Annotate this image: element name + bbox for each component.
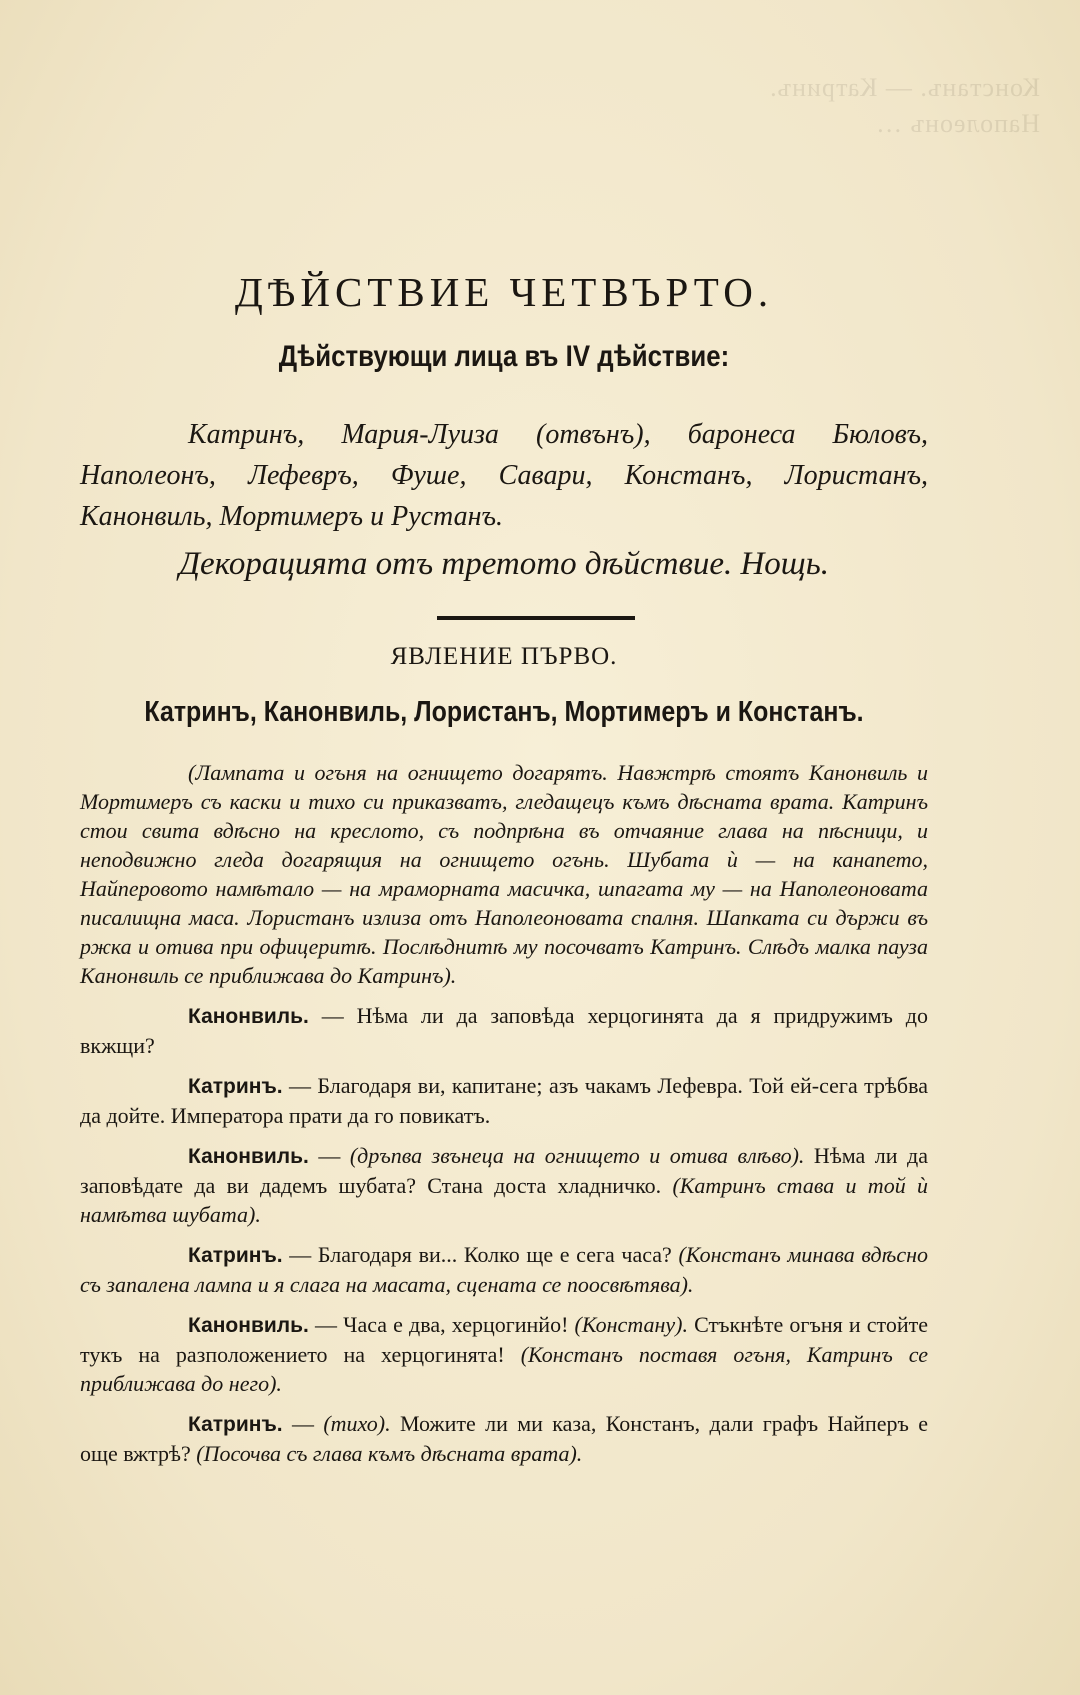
cast-list: [80, 414, 928, 537]
dialogue-text: Нѣма ли да заповѣда херцогинята да я придружимъ до вкжщи?: [80, 1003, 929, 1058]
decoration-note: Декорацията отъ третото дѣйствие. Нощь.: [179, 546, 829, 582]
dialogue-text: Благодаря ви, капитане; азъ чакамъ Лефевра. Той ей-сега трѣбва да дойте. Императора прати да го повикатъ.: [80, 1073, 928, 1128]
dialogue-text: Нѣма ли да заповѣдате да ви дадемъ шубата? Стана доста хладничко.: [80, 1143, 928, 1198]
speaker-name: Канонвиль.: [188, 1005, 309, 1028]
dialogue-line: [80, 1310, 928, 1398]
dialogue-line: [80, 1141, 928, 1229]
stage-direction: (Лампата и огъня на огнището догарятъ. Навжтрѣ стоятъ Канонвиль и Мортимеръ съ каски и тихо си приказватъ, гледащецъ къмъ дѣсната врата. Катринъ стои свита вдѣсно на креслото, съ подпрѣна въ отчаяние глава на пѣсници, и неподвижно гледа догарящия на огнището огънь. Шубата ѝ — на канапето, Найперовото намѣтало — на мраморната масичка, шпагата му — на Наполеоновата писалищна маса. Лористанъ излиза отъ Наполеоновата спалня. Шапката си държи въ ржка и отива при офицеритѣ. Послѣднитѣ му посочватъ Катринъ. Слѣдъ малка пауза Канонвиль се приближава до Катринъ).: [80, 760, 928, 988]
inline-direction: (Констану).: [574, 1312, 688, 1337]
speaker-name: Катринъ.: [188, 1244, 283, 1267]
scene-body: [80, 758, 928, 1479]
inline-direction: (Констанъ минава вдѣсно съ запалена лампа и я слага на масата, сцената се поосвѣтява).: [80, 1242, 929, 1297]
dialogue-text: Часа е два, херцогинйо!: [343, 1312, 575, 1337]
dialogue-line: [80, 1240, 928, 1299]
cast-list-text: Катринъ, Мария-Луиза (отвънъ), баронеса Бюловъ, Наполеонъ, Лефевръ, Фуше, Савари, Констанъ, Лористанъ, Канонвиль, Мортимеръ и Рустанъ.: [80, 419, 928, 532]
speaker-dash: —: [282, 1242, 318, 1267]
inline-direction: (дръпва звънеца на огнището и отива влѣво).: [349, 1143, 805, 1168]
inline-direction: (Констанъ поставя огъня, Катринъ се приближава до него).: [80, 1342, 928, 1396]
scene-title: ЯВЛЕНИЕ ПЪРВО.: [390, 643, 618, 670]
speaker-dash: —: [282, 1073, 318, 1098]
dialogue-line: [80, 1071, 928, 1130]
speaker-dash: —: [308, 1312, 344, 1337]
speaker-name: Катринъ.: [188, 1075, 283, 1098]
speaker-dash: —: [308, 1003, 357, 1028]
dialogue-text: Стъкнѣте огъня и стойте тукъ на разположението на херцогинята!: [80, 1312, 929, 1367]
dialogue-text: Благодаря ви... Колко ще е сега часа?: [317, 1242, 679, 1267]
section-rule: [437, 616, 635, 620]
dialogue-line: [80, 1409, 928, 1468]
speaker-dash: —: [282, 1411, 324, 1436]
act-title: ДѢЙСТВИЕ ЧЕТВЪРТО.: [234, 269, 774, 315]
speaker-name: Канонвиль.: [188, 1314, 309, 1337]
dialogue-line: [80, 1001, 928, 1060]
speaker-dash: —: [308, 1143, 350, 1168]
cast-heading: Дѣйствующи лица въ IV дѣйствие:: [278, 340, 730, 373]
speaker-name: Катринъ.: [188, 1413, 283, 1436]
speaker-name: Канонвиль.: [188, 1145, 309, 1168]
inline-direction: (Посочва съ глава къмъ дѣсната врата).: [196, 1441, 583, 1466]
bleed-through-text: Констанъ. — Катринъ. Наполеонъ …: [769, 73, 1040, 138]
dialogue-text: Можите ли ми каза, Констанъ, дали графъ Найперъ е още вжтрѣ?: [80, 1411, 928, 1466]
inline-direction: (Катринъ става и той ѝ намѣтва шубата).: [80, 1173, 928, 1227]
inline-direction: (тихо).: [323, 1411, 391, 1436]
scene-cast: Катринъ, Канонвиль, Лористанъ, Мортимеръ и Констанъ.: [144, 696, 864, 728]
